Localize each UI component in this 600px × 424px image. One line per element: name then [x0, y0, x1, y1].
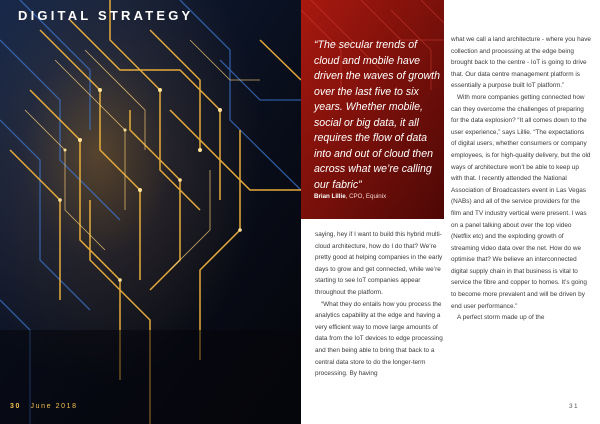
section-label: DIGITAL STRATEGY: [18, 8, 194, 23]
pull-quote-text: “The secular trends of cloud and mobile have driven the waves of growth over the last five to six years. Whether mobile, social or big data, it all requires the flow of data into and out of cloud then across what we’re calling our fabric”: [314, 39, 441, 191]
paragraph: saying, hey if I want to build this hybrid multi-cloud architecture, how do I do that? We’re pretty good at helping companies in the early days to grow and get connected, while we’re starting to see IoT companies appear throughout the platform.: [315, 231, 443, 296]
paragraph: what we call a land architecture - where you have collection and processing at the edge being brought back to the centre - IoT is going to drive that. Our data centre management platform is essentially a purpose built IoT platform.”: [451, 36, 591, 90]
page-footer-left: [10, 403, 78, 410]
paragraph: “What they do entails how you process the analytics capability at the edge and having a very efficient way to move large amounts of data from the IoT devices to edge processing and then being able to bring that back to a central data store to do the longer-term processing. By having: [315, 300, 443, 378]
paragraph: With more companies getting connected how can they overcome the challenges of preparing for the data explosion? “It all comes down to the user experience,” says Lillie. “The expectations of digital users, whether consumers or company employees, is for high-quality delivery, but the old ways of architecture won’t be able to keep up with that. I recently attended the National Association of Broadcasters event in Las Vegas (NABs) and all of the service providers for the film and TV industry vertical were present. I was on a panel talking about over the top video (Netflix etc) and the exploding growth of streaming video data over the net. How do we optimise that? We believe an interconnected digital supply chain in that business is vital to service the fibre and copper to homes. It’s going to become more prevalent and will be driven by end user performance.”: [451, 93, 591, 310]
quote-author-role: , CPO, Equinix: [345, 193, 387, 200]
pull-quote-box: [301, 0, 444, 219]
paragraph: A perfect storm made up of the: [457, 314, 545, 322]
page-number-right: 31: [569, 403, 580, 410]
article-column-left: [315, 229, 450, 380]
quote-author: Brian Lillie: [314, 193, 346, 200]
right-page: [301, 0, 600, 424]
article-column-right: [451, 34, 591, 324]
quote-attribution: [314, 193, 386, 200]
page-number-left: 30: [10, 403, 21, 410]
issue-date: June 2018: [30, 403, 78, 410]
